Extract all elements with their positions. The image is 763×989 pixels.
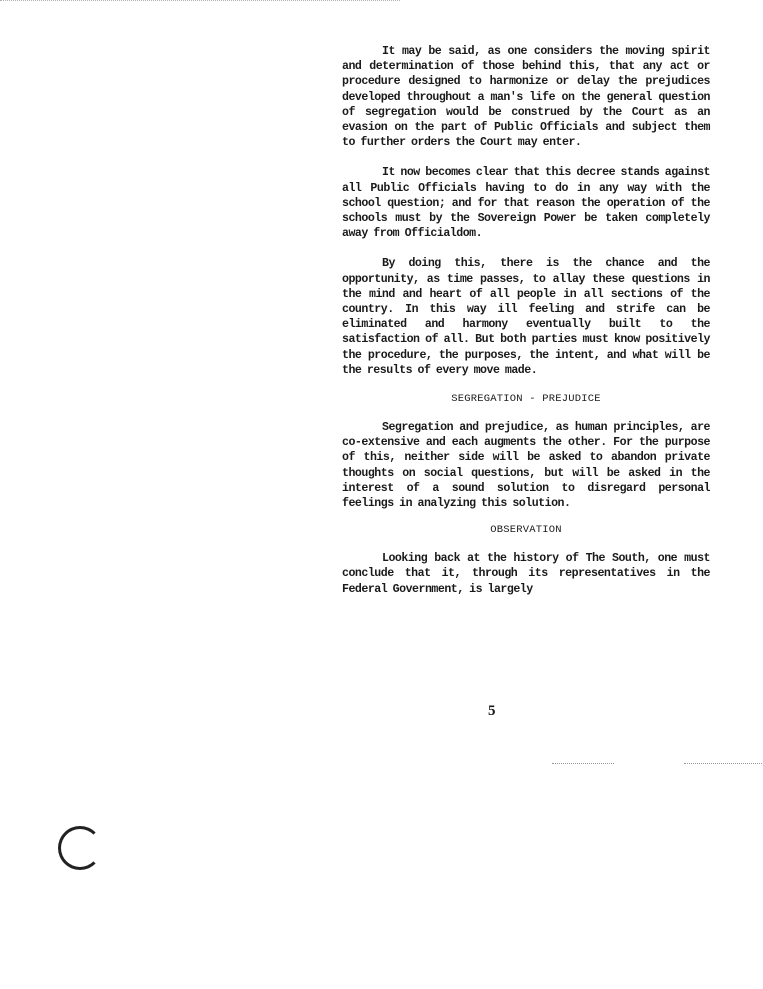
paragraph-history-south: Looking back at the history of The South, one must conclude that it, through its representatives in the Federal Government, is largely bbox=[342, 552, 710, 596]
punch-hole-mark-icon bbox=[58, 826, 102, 870]
paragraph-opportunity: By doing this, there is the chance and the opportunity, as time passes, to allay these questions in the mind and heart of all people in all sections of the country. In this way ill feeling and strife can be eliminated and harmony eventually built to the satisfaction of all. But both parties must know positively the procedure, the purposes, the intent, and what will be the results of every move made. bbox=[342, 257, 710, 377]
paragraph-moving-spirit: It may be said, as one considers the moving spirit and determination of those behind this, that any act or procedure designed to harmonize or delay the prejudices developed throughout a man's life on the general question of segregation would be construed by the Court as an evasion on the part of Public Officials and subject them to further orders the Court may enter. bbox=[342, 45, 710, 150]
scan-edge-dots bbox=[0, 0, 400, 4]
scan-artifact-line bbox=[684, 763, 762, 765]
section-heading-segregation-prejudice: SEGREGATION - PREJUDICE bbox=[451, 393, 601, 406]
paragraph-decree: It now becomes clear that this decree stands against all Public Officials having to do in any way with the school question; and for that reason the operation of the schools must by the Sovereign Power be taken completely away from Officialdom. bbox=[342, 166, 710, 241]
section-heading-observation: OBSERVATION bbox=[490, 524, 562, 537]
paragraph-segregation-principles: Segregation and prejudice, as human principles, are co-extensive and each augments the other. For the purpose of this, neither side will be asked to abandon private thoughts on social questions, but will be asked in the interest of a sound solution to disregard personal feelings in analyzing this solution. bbox=[342, 421, 710, 511]
scan-artifact-line bbox=[552, 763, 614, 765]
document-body bbox=[342, 44, 710, 597]
page-number: 5 bbox=[488, 703, 496, 719]
